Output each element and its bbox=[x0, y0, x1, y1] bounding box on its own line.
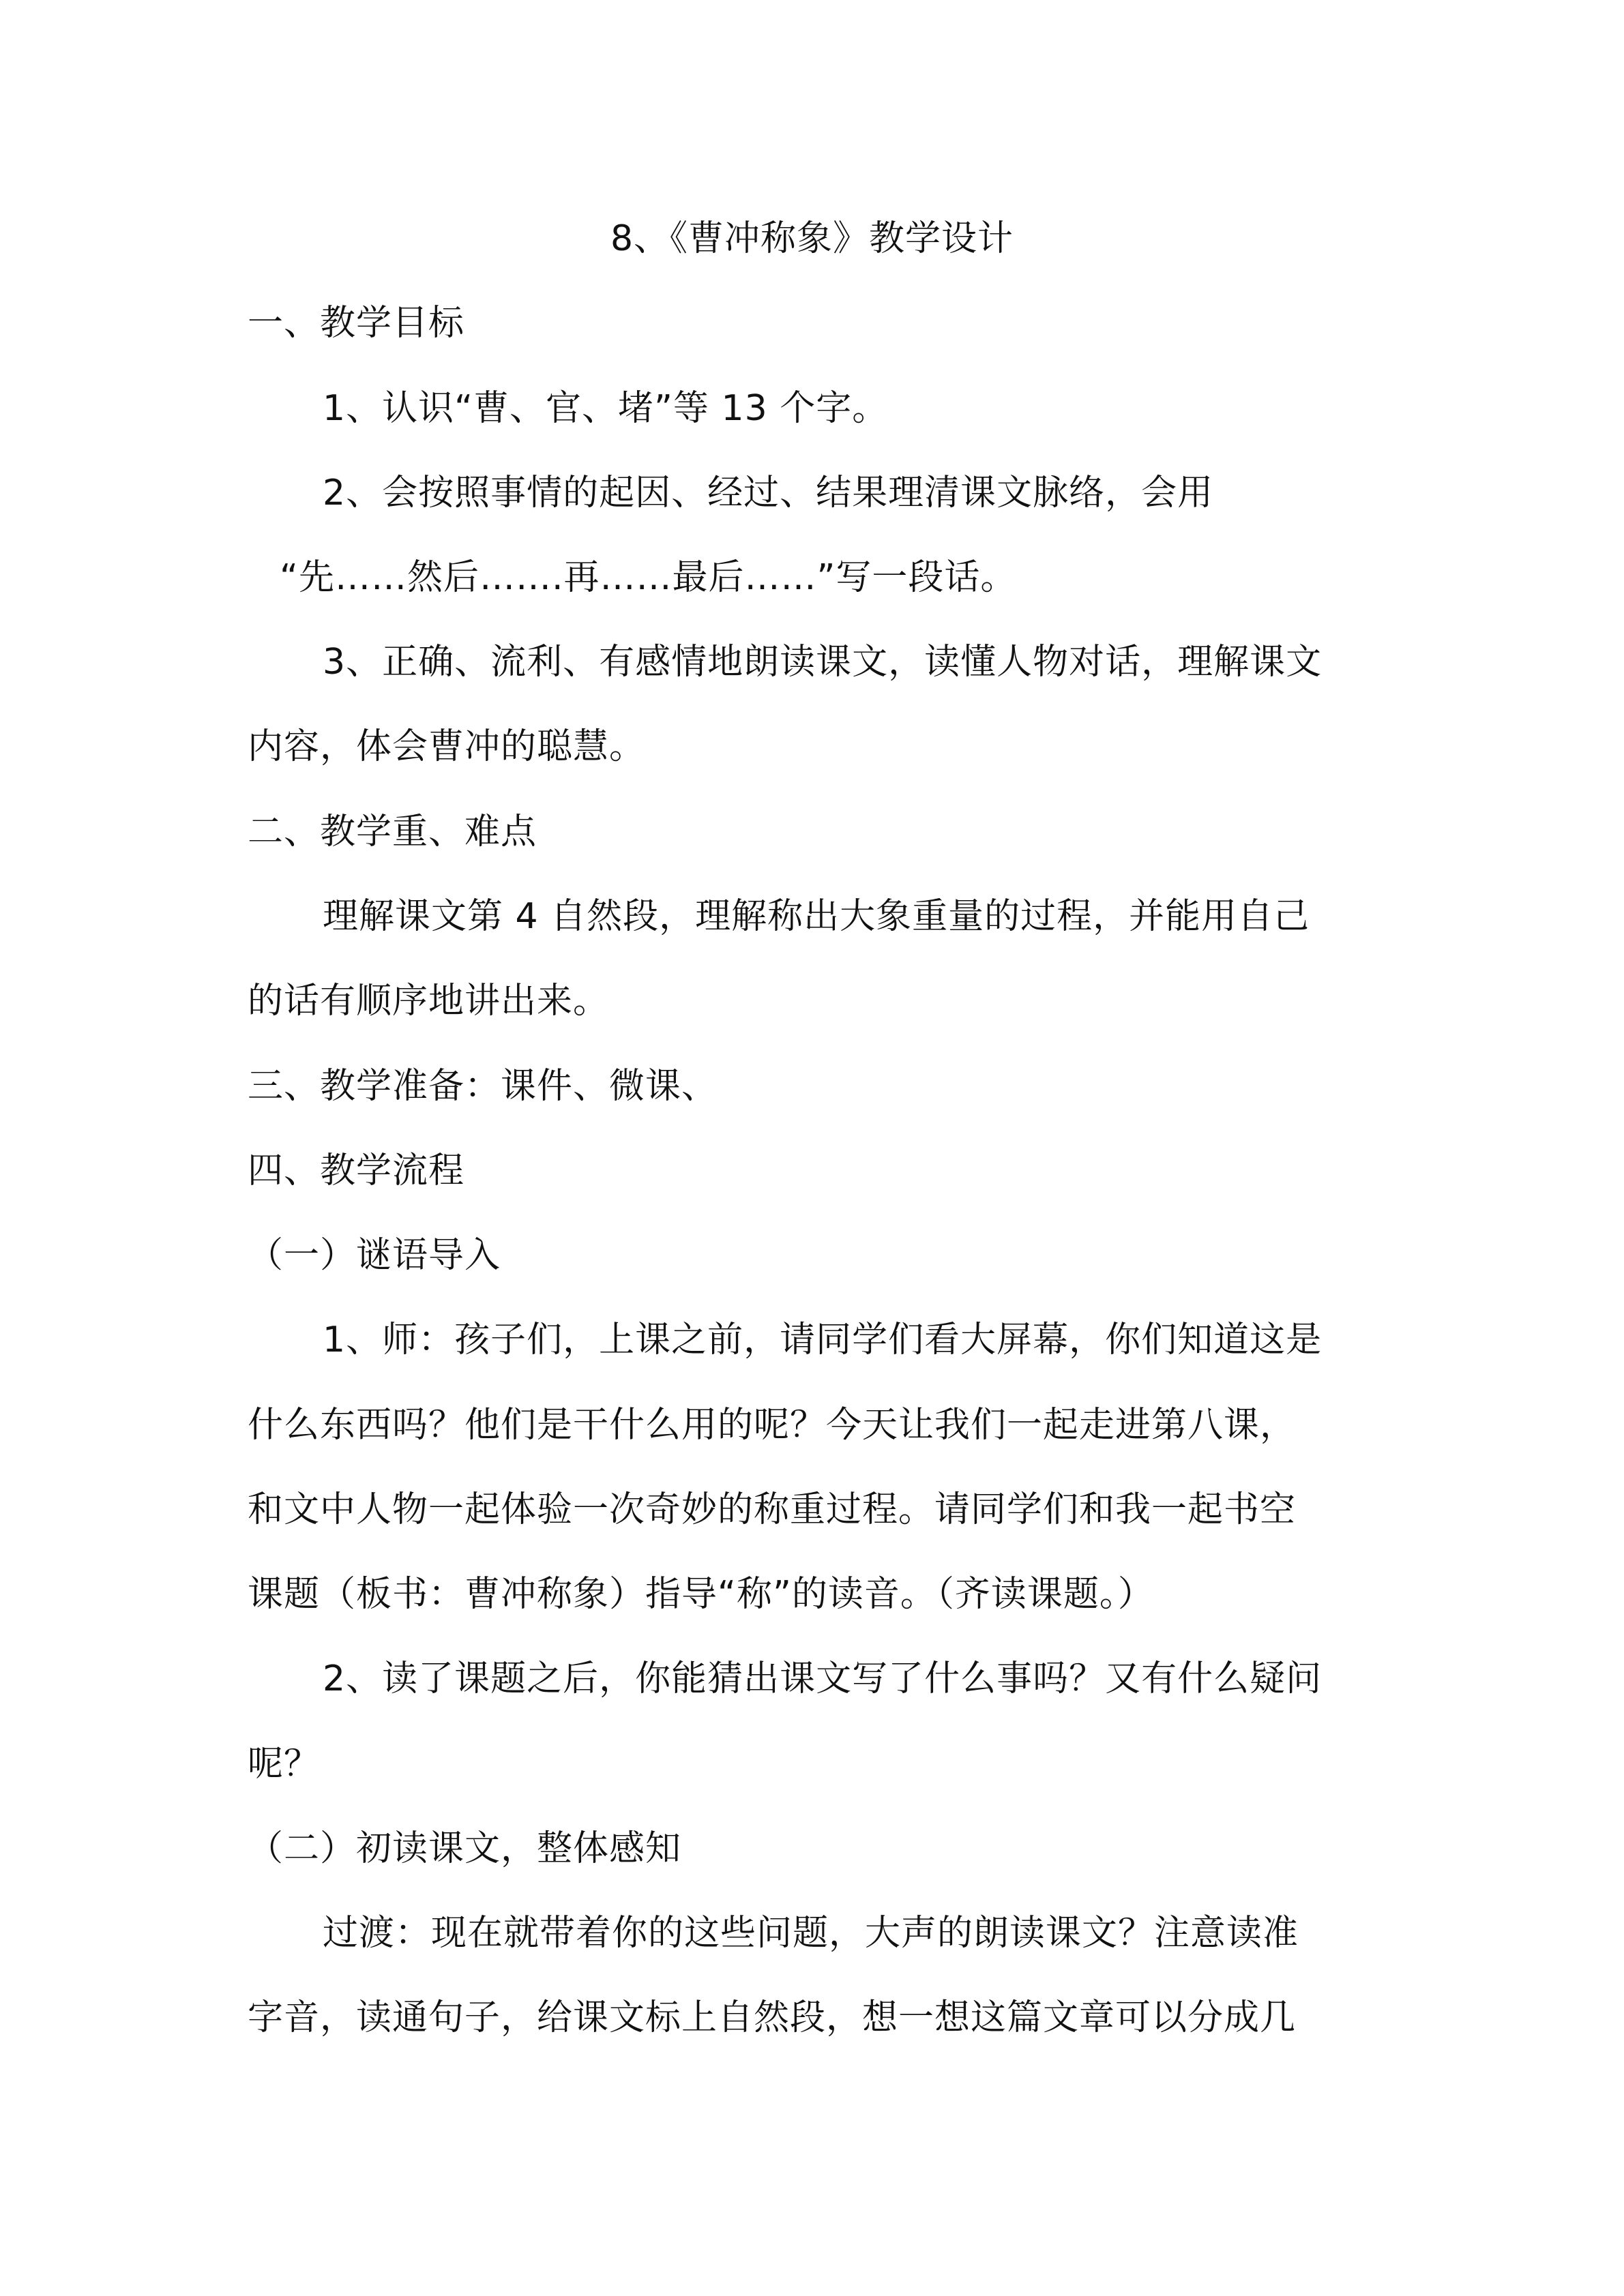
paragraph-line: 理解课文第 4 自然段，理解称出大象重量的过程，并能用自己 bbox=[323, 896, 1310, 937]
paragraph-line: 2、读了课题之后，你能猜出课文写了什么事吗？又有什么疑问 bbox=[323, 1658, 1323, 1699]
paragraph-line: 和文中人物一起体验一次奇妙的称重过程。请同学们和我一起书空 bbox=[248, 1489, 1297, 1530]
subsection-heading: （一）谜语导入 bbox=[248, 1235, 501, 1276]
section-heading: 二、教学重、难点 bbox=[248, 811, 537, 852]
paragraph-line: 内容，体会曹冲的聪慧。 bbox=[248, 726, 646, 767]
document-title: 8、《曹冲称象》教学设计 bbox=[610, 218, 1014, 259]
paragraph-line: 的话有顺序地讲出来。 bbox=[248, 981, 610, 1022]
section-heading: 四、教学流程 bbox=[248, 1150, 465, 1191]
paragraph-line: 1、师：孩子们，上课之前，请同学们看大屏幕，你们知道这是 bbox=[323, 1320, 1323, 1360]
paragraph-line: “先……然后…….再……最后……”写一段话。 bbox=[280, 557, 1017, 598]
paragraph-line: 1、认识“曹、官、堵”等 13 个字。 bbox=[323, 388, 889, 429]
section-heading: 三、教学准备：课件、微课、 bbox=[248, 1066, 718, 1107]
paragraph-line: 过渡：现在就带着你的这些问题，大声的朗读课文？注意读准 bbox=[323, 1913, 1299, 1954]
paragraph-line: 课题（板书：曹冲称象）指导“称”的读音。（齐读课题。） bbox=[248, 1574, 1154, 1615]
paragraph-line: 呢？ bbox=[248, 1744, 321, 1785]
paragraph-line: 2、会按照事情的起因、经过、结果理清课文脉络，会用 bbox=[323, 473, 1214, 513]
subsection-heading: （二）初读课文，整体感知 bbox=[248, 1828, 682, 1869]
section-heading: 一、教学目标 bbox=[248, 303, 465, 344]
paragraph-line: 3、正确、流利、有感情地朗读课文，读懂人物对话，理解课文 bbox=[323, 642, 1323, 683]
paragraph-line: 什么东西吗？他们是干什么用的呢？今天让我们一起走进第八课， bbox=[248, 1405, 1297, 1446]
paragraph-line: 字音，读通句子，给课文标上自然段，想一想这篇文章可以分成几 bbox=[248, 1997, 1297, 2038]
